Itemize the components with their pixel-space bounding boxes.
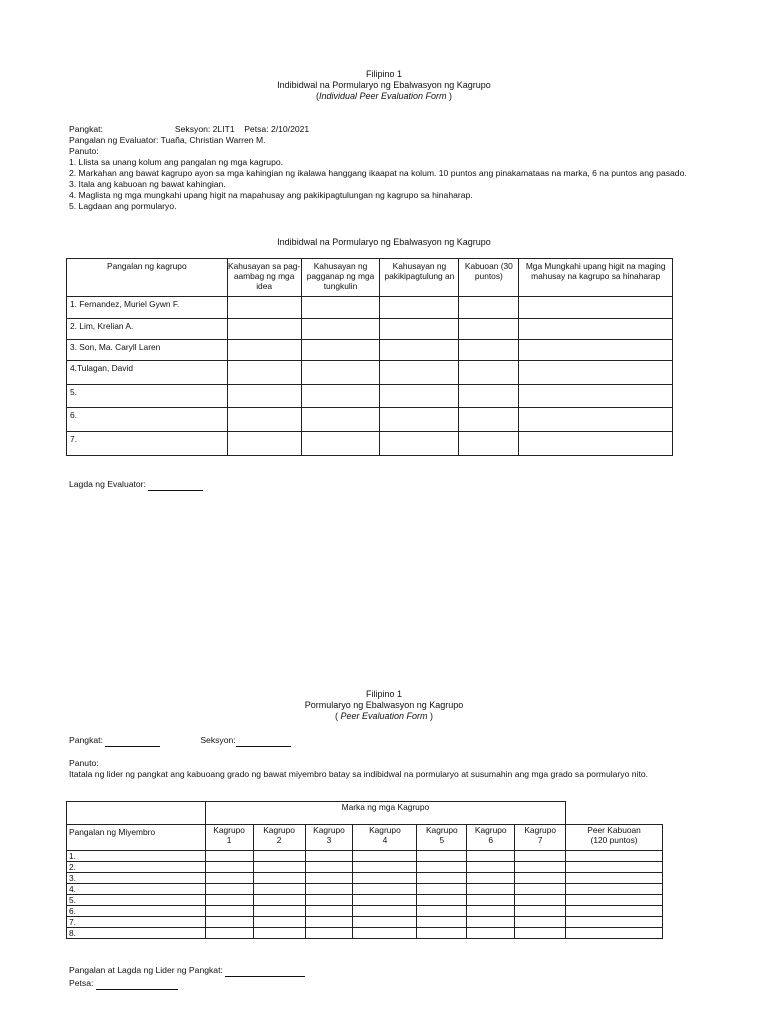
- leader-signature-line[interactable]: [225, 964, 305, 977]
- seksyon-label-2: Seksyon:: [200, 735, 236, 745]
- total-cell[interactable]: [459, 385, 519, 408]
- score-cell[interactable]: [227, 408, 301, 432]
- member-name-cell: 7.: [67, 432, 228, 456]
- group-score-header: Marka ng mga Kagrupo: [205, 802, 565, 825]
- total-cell[interactable]: [459, 340, 519, 361]
- table-row: [67, 432, 673, 456]
- score-cell[interactable]: [380, 361, 459, 385]
- instruction-3: 3. Itala ang kabuoan ng bawat kahingian.: [69, 179, 226, 189]
- score-cell[interactable]: [380, 297, 459, 319]
- suggestion-cell[interactable]: [519, 340, 673, 361]
- petsa-value: Petsa: 2/10/2021: [244, 124, 310, 134]
- form-meta: [69, 124, 689, 212]
- score-cell[interactable]: [380, 319, 459, 340]
- instructions-2: Itatala ng lider ng pangkat ang kabuoang grado ng bawat miyembro batay sa indibidwal na pormularyo at susumahin ang mga grado sa pormularyo nito.: [69, 769, 648, 779]
- score-cell[interactable]: [301, 361, 380, 385]
- leader-signature-label: Pangalan at Lagda ng Lider ng Pangkat:: [69, 965, 223, 975]
- evaluator-signature-line[interactable]: [148, 479, 203, 491]
- peer-evaluation-table: [66, 801, 663, 939]
- instruction-2: 2. Markahan ang bawat kagrupo ayon sa mga kahingian ng ikalawa hanggang ikaapat na kolum. 10 puntos ang pinakamataas na marka, 6 na puntos ang pasado.: [69, 168, 687, 178]
- kagrupo-5-header: Kagrupo 5: [417, 825, 467, 851]
- date-field: [69, 977, 305, 990]
- score-cell[interactable]: [227, 297, 301, 319]
- seksyon-value: Seksyon: 2LIT1: [174, 124, 235, 134]
- suggestion-cell[interactable]: [519, 385, 673, 408]
- course-title-2: Filipino 1: [365, 689, 403, 699]
- table-row: [67, 862, 663, 873]
- form-header: [0, 69, 768, 102]
- table-row: [67, 408, 673, 432]
- score-cell[interactable]: [380, 408, 459, 432]
- score-cell[interactable]: [380, 432, 459, 456]
- score-cell[interactable]: [301, 297, 380, 319]
- member-row-label: 2.: [67, 862, 206, 873]
- instruction-5: 5. Lagdaan ang pormularyo.: [69, 201, 177, 211]
- leader-signature: [69, 964, 305, 977]
- score-cell[interactable]: [227, 361, 301, 385]
- form2-subtitle-english: Peer Evaluation Form: [340, 711, 428, 721]
- table-row: [67, 873, 663, 884]
- peer-total-header: Peer Kabuoan (120 puntos): [566, 825, 663, 851]
- member-name-cell: 6.: [67, 408, 228, 432]
- instruction-4: 4. Maglista ng mga mungkahi upang higit na mapahusay ang pakikipagtulungan ng kagrupo sa hinaharap.: [69, 190, 473, 200]
- pangkat-label-2: Pangkat:: [69, 735, 103, 745]
- score-cell[interactable]: [301, 319, 380, 340]
- member-header: Pangalan ng Miyembro: [67, 825, 206, 851]
- member-row-label: 3.: [67, 873, 206, 884]
- header-member-name: Pangalan ng kagrupo: [67, 259, 228, 297]
- table-header-row: [67, 259, 673, 297]
- form-subtitle: (Individual Peer Evaluation Form ): [315, 91, 453, 101]
- member-name-cell: 1. Fernandez, Muriel Gywn F.: [67, 297, 228, 319]
- pangkat-label: Pangkat:: [69, 124, 103, 134]
- header-cooperation: Kahusayan ng pakikipagtulung an: [380, 259, 459, 297]
- kagrupo-4-header: Kagrupo 4: [353, 825, 417, 851]
- member-name-cell: 3. Son, Ma. Caryll Laren: [67, 340, 228, 361]
- member-row-label: 7.: [67, 917, 206, 928]
- member-row-label: 8.: [67, 928, 206, 939]
- header-idea-contribution: Kahusayan sa pag-aambag ng mga idea: [227, 259, 301, 297]
- table-row: [67, 917, 663, 928]
- form2-subtitle: ( Peer Evaluation Form ): [334, 711, 434, 721]
- date-line[interactable]: [96, 977, 178, 990]
- panuto-label-2: Panuto:: [69, 758, 99, 768]
- header-suggestions: Mga Mungkahi upang higit na maging mahusay na kagrupo sa hinaharap: [519, 259, 673, 297]
- table-row: [67, 895, 663, 906]
- suggestion-cell[interactable]: [519, 432, 673, 456]
- score-cell[interactable]: [380, 385, 459, 408]
- form-title: Indibidwal na Pormularyo ng Ebalwasyon ng Kagrupo: [277, 80, 491, 90]
- evaluator-signature: [69, 479, 203, 491]
- score-cell[interactable]: [227, 319, 301, 340]
- suggestion-cell[interactable]: [519, 297, 673, 319]
- header-task-performance: Kahusayan ng pagganap ng mga tungkulin: [301, 259, 380, 297]
- table-row: [67, 851, 663, 862]
- kagrupo-2-header: Kagrupo 2: [253, 825, 305, 851]
- table-title: Indibidwal na Pormularyo ng Ebalwasyon ng Kagrupo: [277, 237, 491, 247]
- group-info: [69, 124, 689, 135]
- score-cell[interactable]: [380, 340, 459, 361]
- member-row-label: 6.: [67, 906, 206, 917]
- table-row: [67, 361, 673, 385]
- course-title: Filipino 1: [365, 69, 403, 79]
- total-cell[interactable]: [459, 297, 519, 319]
- score-cell[interactable]: [301, 385, 380, 408]
- member-row-label: 5.: [67, 895, 206, 906]
- suggestion-cell[interactable]: [519, 319, 673, 340]
- table-row: [67, 385, 673, 408]
- evaluator-name: Pangalan ng Evaluator: Tuaña, Christian Warren M.: [69, 135, 266, 145]
- panuto-label: Panuto:: [69, 146, 99, 156]
- leader-signature-block: [69, 964, 305, 990]
- score-cell[interactable]: [227, 340, 301, 361]
- table-row: [67, 319, 673, 340]
- group-info-2: [69, 735, 689, 747]
- kagrupo-1-header: Kagrupo 1: [205, 825, 253, 851]
- form-subtitle-english: Individual Peer Evaluation Form: [318, 91, 447, 101]
- table-row: [67, 928, 663, 939]
- date-label: Petsa:: [69, 978, 94, 988]
- table-row: [67, 340, 673, 361]
- member-name-cell: 4.Tulagan, David: [67, 361, 228, 385]
- table-row: [67, 884, 663, 895]
- individual-evaluation-table: [66, 258, 673, 456]
- member-row-label: 1.: [67, 851, 206, 862]
- score-cell[interactable]: [227, 385, 301, 408]
- member-name-cell: 2. Lim, Krelian A.: [67, 319, 228, 340]
- suggestion-cell[interactable]: [519, 361, 673, 385]
- total-cell[interactable]: [459, 432, 519, 456]
- member-row-label: 4.: [67, 884, 206, 895]
- instruction-1: 1. Llista sa unang kolum ang pangalan ng mga kagrupo.: [69, 157, 284, 167]
- score-cell[interactable]: [301, 408, 380, 432]
- evaluator-signature-label: Lagda ng Evaluator:: [69, 479, 146, 489]
- column-header-row: [67, 825, 663, 851]
- score-cell[interactable]: [301, 340, 380, 361]
- form2-meta: [69, 735, 689, 780]
- total-cell[interactable]: [459, 319, 519, 340]
- pangkat-line[interactable]: [105, 735, 160, 747]
- suggestion-cell[interactable]: [519, 408, 673, 432]
- total-cell[interactable]: [459, 361, 519, 385]
- member-name-cell: 5.: [67, 385, 228, 408]
- table-row: [67, 297, 673, 319]
- form2-header: [0, 689, 768, 722]
- table-row: [67, 906, 663, 917]
- score-cell[interactable]: [301, 432, 380, 456]
- seksyon-line[interactable]: [236, 735, 291, 747]
- kagrupo-7-header: Kagrupo 7: [515, 825, 566, 851]
- form2-title: Pormularyo ng Ebalwasyon ng Kagrupo: [304, 700, 464, 710]
- header-total: Kabuoan (30 puntos): [459, 259, 519, 297]
- group-header-row: [67, 802, 663, 825]
- score-cell[interactable]: [227, 432, 301, 456]
- total-cell[interactable]: [459, 408, 519, 432]
- kagrupo-3-header: Kagrupo 3: [305, 825, 353, 851]
- kagrupo-6-header: Kagrupo 6: [467, 825, 515, 851]
